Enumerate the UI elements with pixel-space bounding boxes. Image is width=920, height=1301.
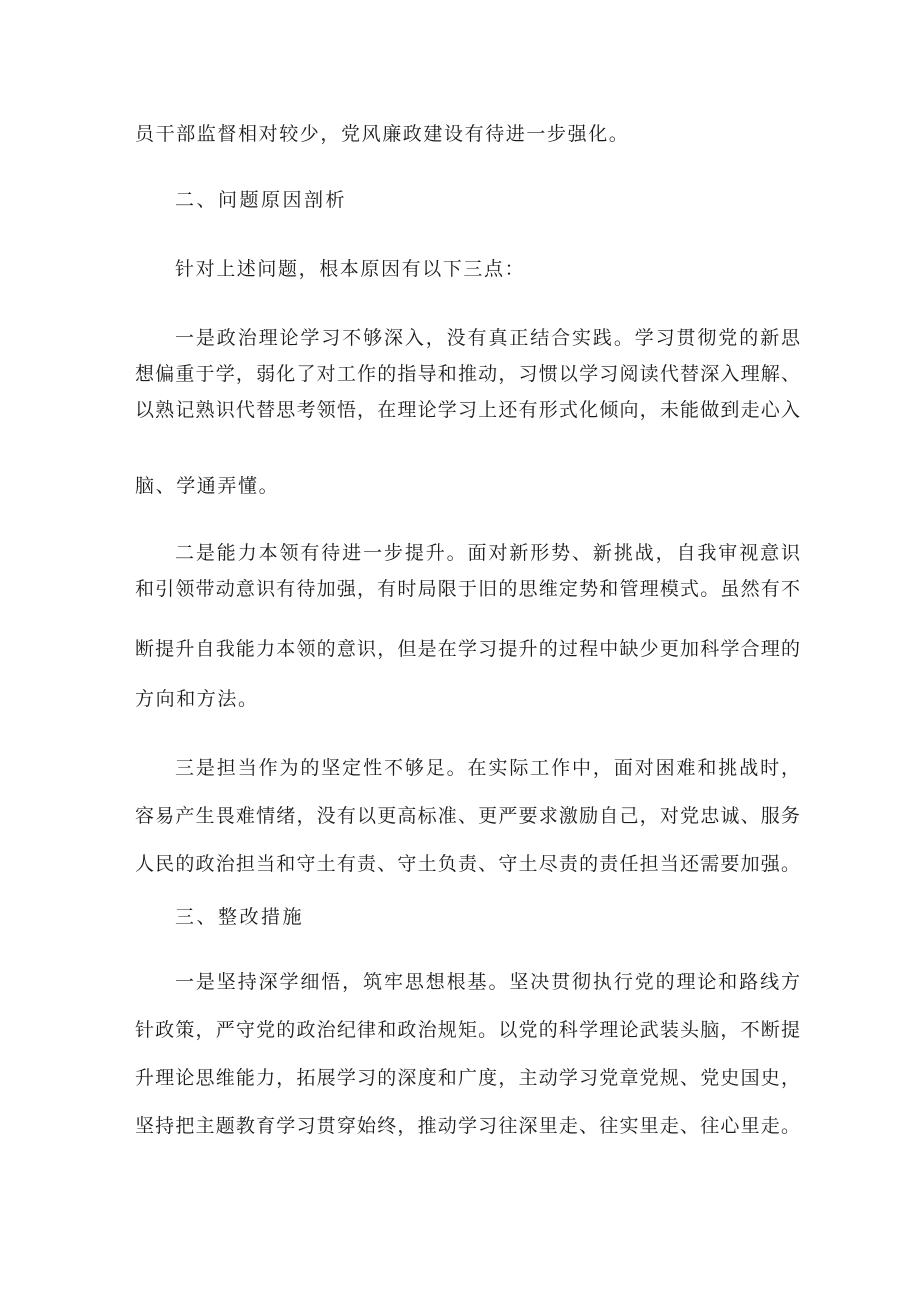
section-heading: 三、整改措施 <box>175 906 305 928</box>
paragraph-line: 想偏重于学，弱化了对工作的指导和推动，习惯以学习阅读代替深入理解、 <box>135 363 800 385</box>
section-heading: 二、问题原因剖析 <box>175 189 348 211</box>
paragraph-line: 以熟记熟识代替思考领悟，在理论学习上还有形式化倾向，未能做到走心入 <box>135 399 800 421</box>
paragraph-line: 断提升自我能力本领的意识，但是在学习提升的过程中缺少更加科学合理的 <box>135 638 800 660</box>
paragraph-line: 针对上述问题，根本原因有以下三点： <box>175 258 526 280</box>
paragraph-line: 升理论思维能力，拓展学习的深度和广度，主动学习党章党规、党史国史， <box>135 1067 800 1089</box>
paragraph-line: 一是坚持深学细悟，筑牢思想根基。坚决贯彻执行党的理论和路线方 <box>175 971 800 993</box>
paragraph-line: 针政策，严守党的政治纪律和政治规矩。以党的科学理论武装头脑，不断提 <box>135 1019 800 1041</box>
paragraph-line: 脑、学通弄懂。 <box>135 475 280 497</box>
paragraph-line: 方向和方法。 <box>135 688 259 710</box>
paragraph-line: 和引领带动意识有待加强，有时局限于旧的思维定势和管理模式。虽然有不 <box>135 578 800 600</box>
paragraph-line: 三是担当作为的坚定性不够足。在实际工作中，面对困难和挑战时， <box>175 757 800 779</box>
paragraph-line: 二是能力本领有待进一步提升。面对新形势、新挑战，自我审视意识 <box>175 542 800 564</box>
paragraph-line: 一是政治理论学习不够深入，没有真正结合实践。学习贯彻党的新思 <box>175 327 800 349</box>
paragraph-line: 容易产生畏难情绪，没有以更高标准、更严要求激励自己，对党忠诚、服务 <box>135 805 800 827</box>
paragraph-line: 人民的政治担当和守土有责、守土负责、守土尽责的责任担当还需要加强。 <box>135 853 800 875</box>
paragraph-line: 员干部监督相对较少，党风廉政建设有待进一步强化。 <box>135 123 630 145</box>
paragraph-line: 坚持把主题教育学习贯穿始终，推动学习往深里走、往实里走、往心里走。 <box>135 1115 800 1137</box>
